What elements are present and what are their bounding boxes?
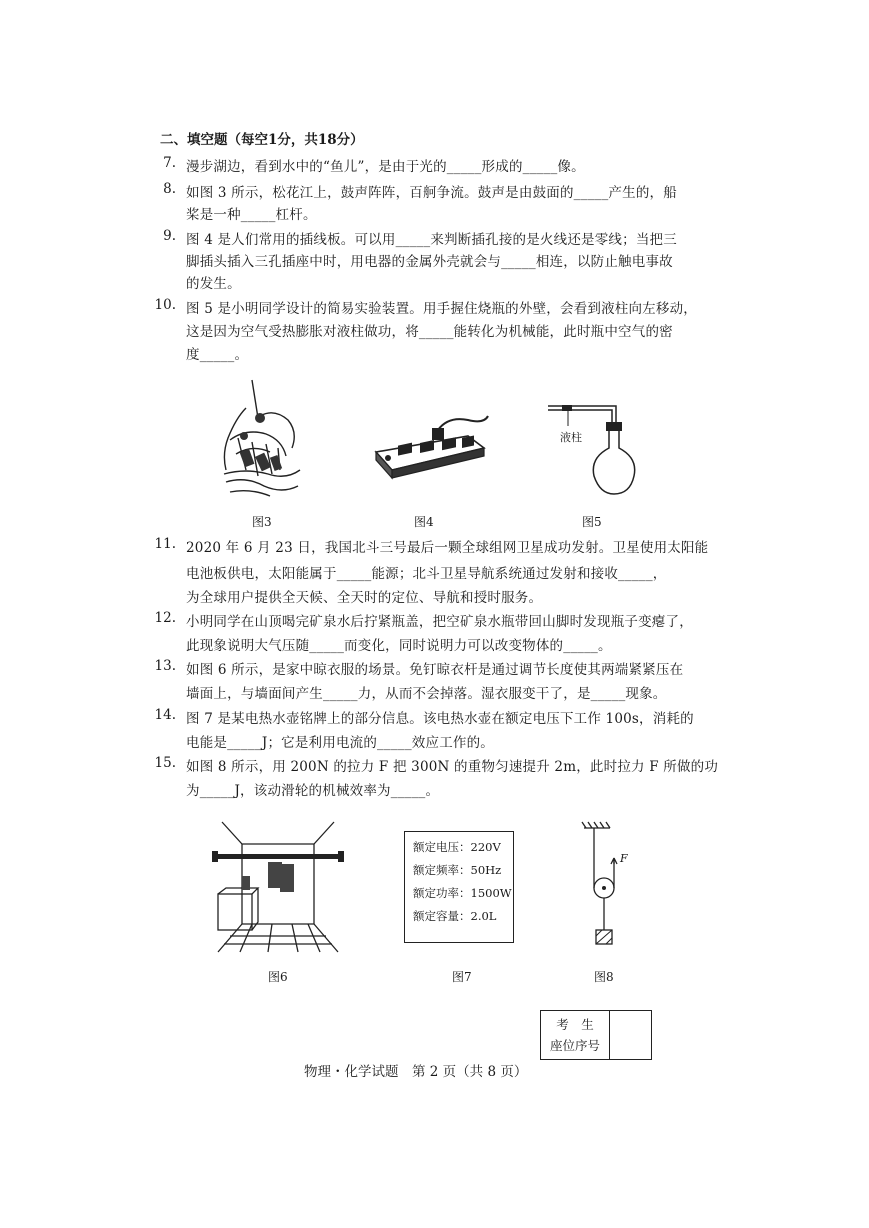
question-text: 的发生。 [186,276,241,292]
figure-7-caption: 图7 [452,970,472,984]
question-text: 电池板供电，太阳能属于_____能源；北斗卫星导航系统通过发射和接收_____， [186,566,667,582]
figure-5-caption: 图5 [582,515,602,529]
question-text: 为全球用户提供全天候、全天时的定位、导航和授时服务。 [186,590,543,606]
figure-4-caption: 图4 [414,515,434,529]
seat-label-line-2: 座位序号 [549,1038,600,1053]
question-number: 11. [154,536,176,552]
question-number: 14. [154,707,176,723]
question-text: 度_____。 [186,347,249,363]
question-text: 电能是_____J；它是利用电流的_____效应工作的。 [186,735,495,751]
seat-number-label [541,1011,610,1059]
question-number: 13. [154,658,176,674]
figure-6-clothes-rod-illustration [212,818,344,954]
question-number: 12. [154,610,176,626]
section-title: 二、填空题（每空1分，共18分） [160,132,364,148]
question-text: 这是因为空气受热膨胀对液柱做功，将_____能转化为机械能，此时瓶中空气的密 [186,324,673,340]
question-text: 图 7 是某电热水壶铭牌上的部分信息。该电热水壶在额定电压下工作 100s，消耗的 [186,711,694,727]
figure-3-dragon-boat-illustration [216,378,302,504]
question-text: 图 5 是小明同学设计的简易实验装置。用手握住烧瓶的外壁，会看到液柱向左移动， [186,301,697,317]
question-number: 15. [154,755,176,771]
question-text: 如图 8 所示，用 200N 的拉力 F 把 300N 的重物匀速提升 2m，此时拉力 F 所做的功 [186,759,719,775]
figure-5-liquid-column-label: 液柱 [560,431,582,444]
question-number: 8. [163,181,176,197]
nameplate-frequency: 额定频率：50Hz [413,863,502,877]
nameplate-power: 额定功率：1500W [413,886,512,900]
question-number: 7. [163,155,176,171]
question-text: 漫步湖边，看到水中的“鱼儿”，是由于光的_____形成的_____像。 [186,159,585,175]
figure-5-flask-illustration [548,400,648,496]
question-text: 2020 年 6 月 23 日，我国北斗三号最后一颗全球组网卫星成功发射。卫星使用太阳能 [186,540,709,556]
question-text: 桨是一种_____杠杆。 [186,207,317,223]
question-text: 图 4 是人们常用的插线板。可以用_____来判断插孔接的是火线还是零线；当把三 [186,232,677,248]
question-number: 9. [163,228,176,244]
seat-number-box [540,1010,652,1060]
question-text: 此现象说明大气压随_____而变化，同时说明力可以改变物体的_____。 [186,638,612,654]
figure-8-caption: 图8 [594,970,614,984]
question-text: 如图 3 所示，松花江上，鼓声阵阵，百舸争流。鼓声是由鼓面的_____产生的，船 [186,185,677,201]
question-number: 10. [154,297,176,313]
nameplate-capacity: 额定容量：2.0L [413,909,497,923]
question-text: 如图 6 所示，是家中晾衣服的场景。免钉晾衣杆是通过调节长度使其两端紧紧压在 [186,662,684,678]
figure-8-force-label: F [620,852,628,865]
question-text: 脚插头插入三孔插座中时，用电器的金属外壳就会与_____相连，以防止触电事故 [186,254,673,270]
page-footer: 物理・化学试题 第 2 页（共 8 页） [304,1064,528,1080]
question-text: 小明同学在山顶喝完矿泉水后拧紧瓶盖，把空矿泉水瓶带回山脚时发现瓶子变瘪了， [186,614,693,630]
question-text: 墙面上，与墙面间产生_____力，从而不会掉落。湿衣服变干了，是_____现象。 [186,686,667,702]
figure-7-nameplate [404,831,514,943]
figure-8-pulley-illustration [580,820,630,952]
figure-6-caption: 图6 [268,970,288,984]
figure-3-caption: 图3 [252,515,272,529]
question-text: 为_____J，该动滑轮的机械效率为_____。 [186,783,440,799]
seat-label-line-1: 考 生 [556,1017,594,1032]
figure-4-power-strip-illustration [368,412,490,484]
nameplate-voltage: 额定电压：220V [413,840,501,854]
